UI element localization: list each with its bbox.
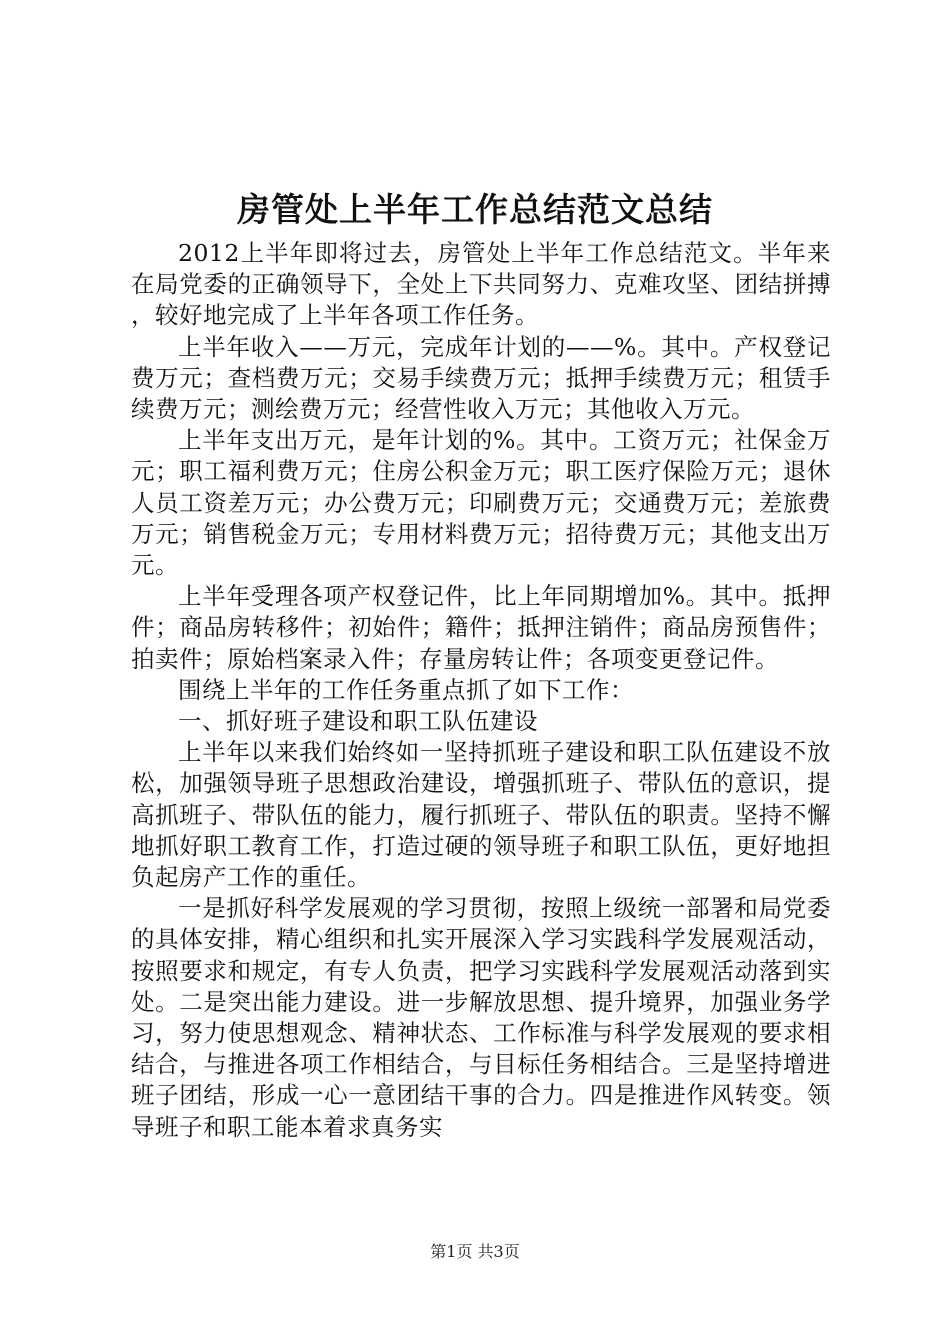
paragraph-income: 上半年收入——万元，完成年计划的——%。其中。产权登记费万元；查档费万元；交易手续费万元；抵押手续费万元；租赁手续费万元；测绘费万元；经营性收入万元；其他收入万元。: [131, 332, 831, 424]
section-heading-team-building: 一、抓好班子建设和职工队伍建设: [178, 707, 538, 736]
paragraph-measures: 一是抓好科学发展观的学习贯彻，按照上级统一部署和局党委的具体安排，精心组织和扎实开展深入学习实践科学发展观活动，按照要求和规定，有专人负责，把学习实践科学发展观活动落到实处。二是突出能力建设。进一步解放思想、提升境界，加强业务学习，努力使思想观念、精神状态、工作标准与科学发展观的要求相结合，与推进各项工作相结合，与目标任务相结合。三是坚持增进班子团结，形成一心一意团结干事的合力。四是推进作风转变。领导班子和职工能本着求真务实: [131, 894, 831, 1141]
paragraph-intro: 2012上半年即将过去，房管处上半年工作总结范文。半年来在局党委的正确领导下，全处上下共同努力、克难攻坚、团结拼搏，较好地完成了上半年各项工作任务。: [131, 239, 831, 330]
paragraph-work-focus: 围绕上半年的工作任务重点抓了如下工作：: [178, 675, 634, 704]
paragraph-expenditure: 上半年支出万元，是年计划的%。其中。工资万元；社保金万元；职工福利费万元；住房公积金万元；职工医疗保险万元；退休人员工资差万元；办公费万元；印刷费万元；交通费万元；差旅费万元；销售税金万元；专用材料费万元；招待费万元；其他支出万元。: [131, 426, 831, 580]
document-title: 房管处上半年工作总结范文总结: [237, 190, 713, 229]
paragraph-registration: 上半年受理各项产权登记件，比上年同期增加%。其中。抵押件；商品房转移件；初始件；籍件；抵押注销件；商品房预售件；拍卖件；原始档案录入件；存量房转让件；各项变更登记件。: [131, 582, 831, 673]
page-number-footer: 第1页 共3页: [430, 1242, 520, 1261]
document-body: [131, 238, 831, 1143]
paragraph-team-building: 上半年以来我们始终如一坚持抓班子建设和职工队伍建设不放松，加强领导班子思想政治建设，增强抓班子、带队伍的意识，提高抓班子、带队伍的能力，履行抓班子、带队伍的职责。坚持不懈地抓好职工教育工作，打造过硬的领导班子和职工队伍，更好地担负起房产工作的重任。: [131, 738, 831, 892]
